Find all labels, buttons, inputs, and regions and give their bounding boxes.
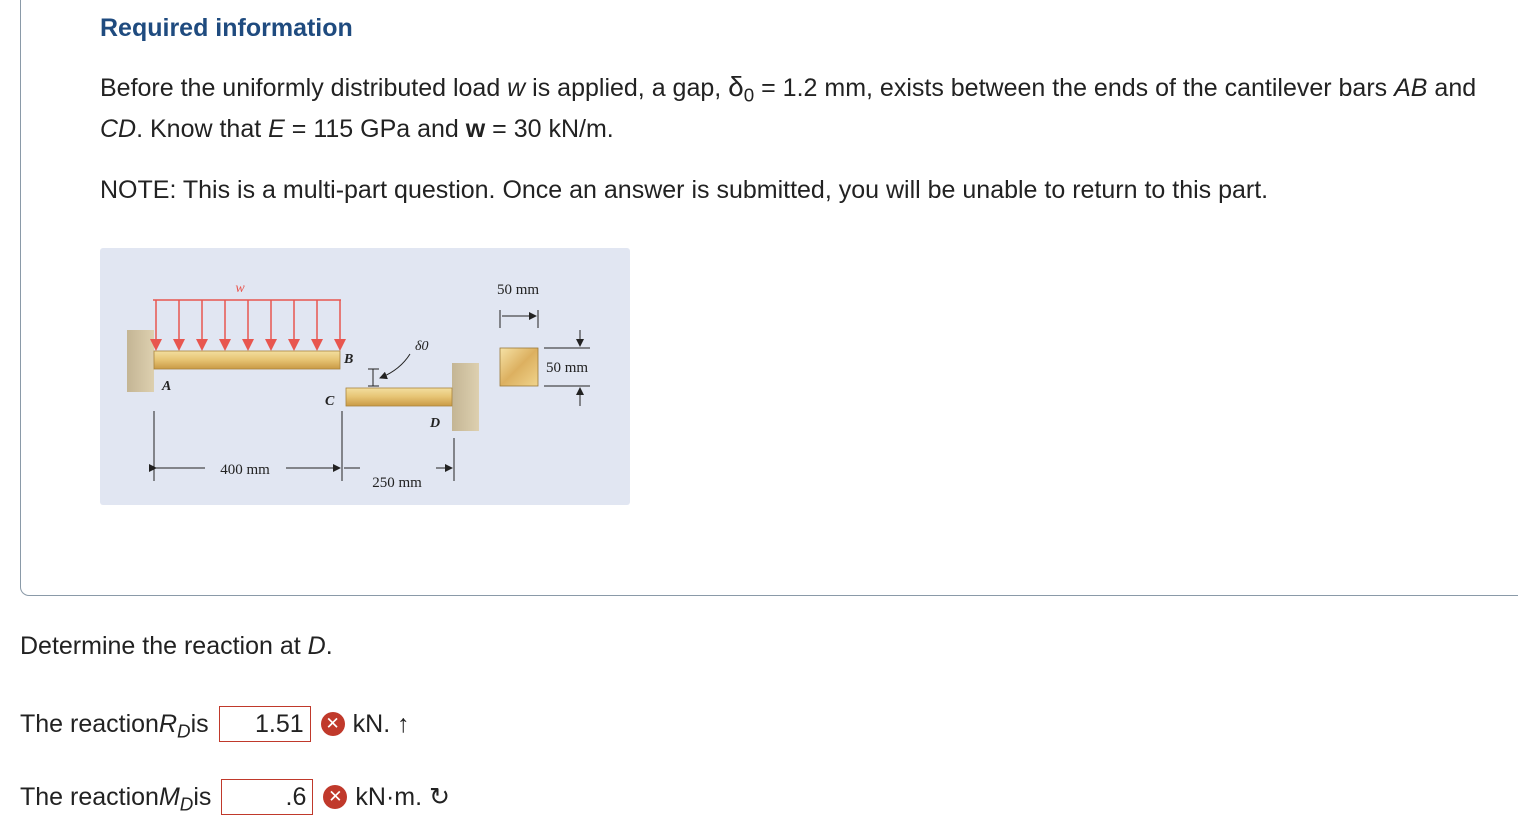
cantilever-diagram: [100, 248, 630, 505]
multipart-note: NOTE: This is a multi-part question. Once an answer is submitted, you will be unable to return to this part.: [100, 176, 1269, 204]
beam-ab: [154, 351, 340, 369]
section-height-label: 50 mm: [546, 360, 589, 376]
distributed-load-arrows: [153, 300, 341, 348]
cross-section: [500, 348, 538, 386]
answer-row-reaction-moment: The reaction $M_D$ is .6 ✕ kN·m. ↻: [20, 777, 450, 817]
label-a: A: [162, 379, 172, 394]
load-label: w: [235, 281, 245, 296]
answer-row-reaction-force: The reaction $R_D$ is 1.51 ✕ kN. ↑: [20, 704, 410, 744]
cantilever-diagram-svg: [100, 248, 630, 505]
question-prompt: Determine the reaction at D.: [20, 632, 333, 660]
reaction-force-unit: kN. ↑: [352, 709, 410, 738]
gap-label: δ0: [415, 339, 429, 354]
problem-statement: Before the uniformly distributed load w is applied, a gap, $\delta_0 = 1.2$ mm, exists between the ends of the cantilever bars AB and CD. Know that E = 115 GPa and w = 30 kN/m.: [100, 71, 1477, 143]
reaction-moment-unit: kN·m. ↻: [355, 783, 450, 811]
incorrect-icon: ✕: [321, 712, 345, 736]
label-d: D: [430, 416, 441, 431]
label-c: C: [325, 394, 335, 409]
incorrect-icon: ✕: [323, 785, 347, 809]
right-wall: [452, 363, 479, 431]
left-wall: [127, 330, 154, 392]
dimension-lines: [154, 411, 454, 481]
section-width-label: 50 mm: [496, 282, 540, 298]
dim-ab-label: 400 mm: [220, 462, 270, 478]
beam-cd: [346, 388, 452, 406]
required-info-heading: Required information: [100, 14, 353, 42]
dim-cd-label: 250 mm: [372, 475, 422, 491]
reaction-moment-input[interactable]: [221, 779, 313, 815]
reaction-force-input[interactable]: [219, 706, 311, 742]
label-b: B: [344, 352, 354, 367]
gap-indicator: [368, 354, 410, 386]
